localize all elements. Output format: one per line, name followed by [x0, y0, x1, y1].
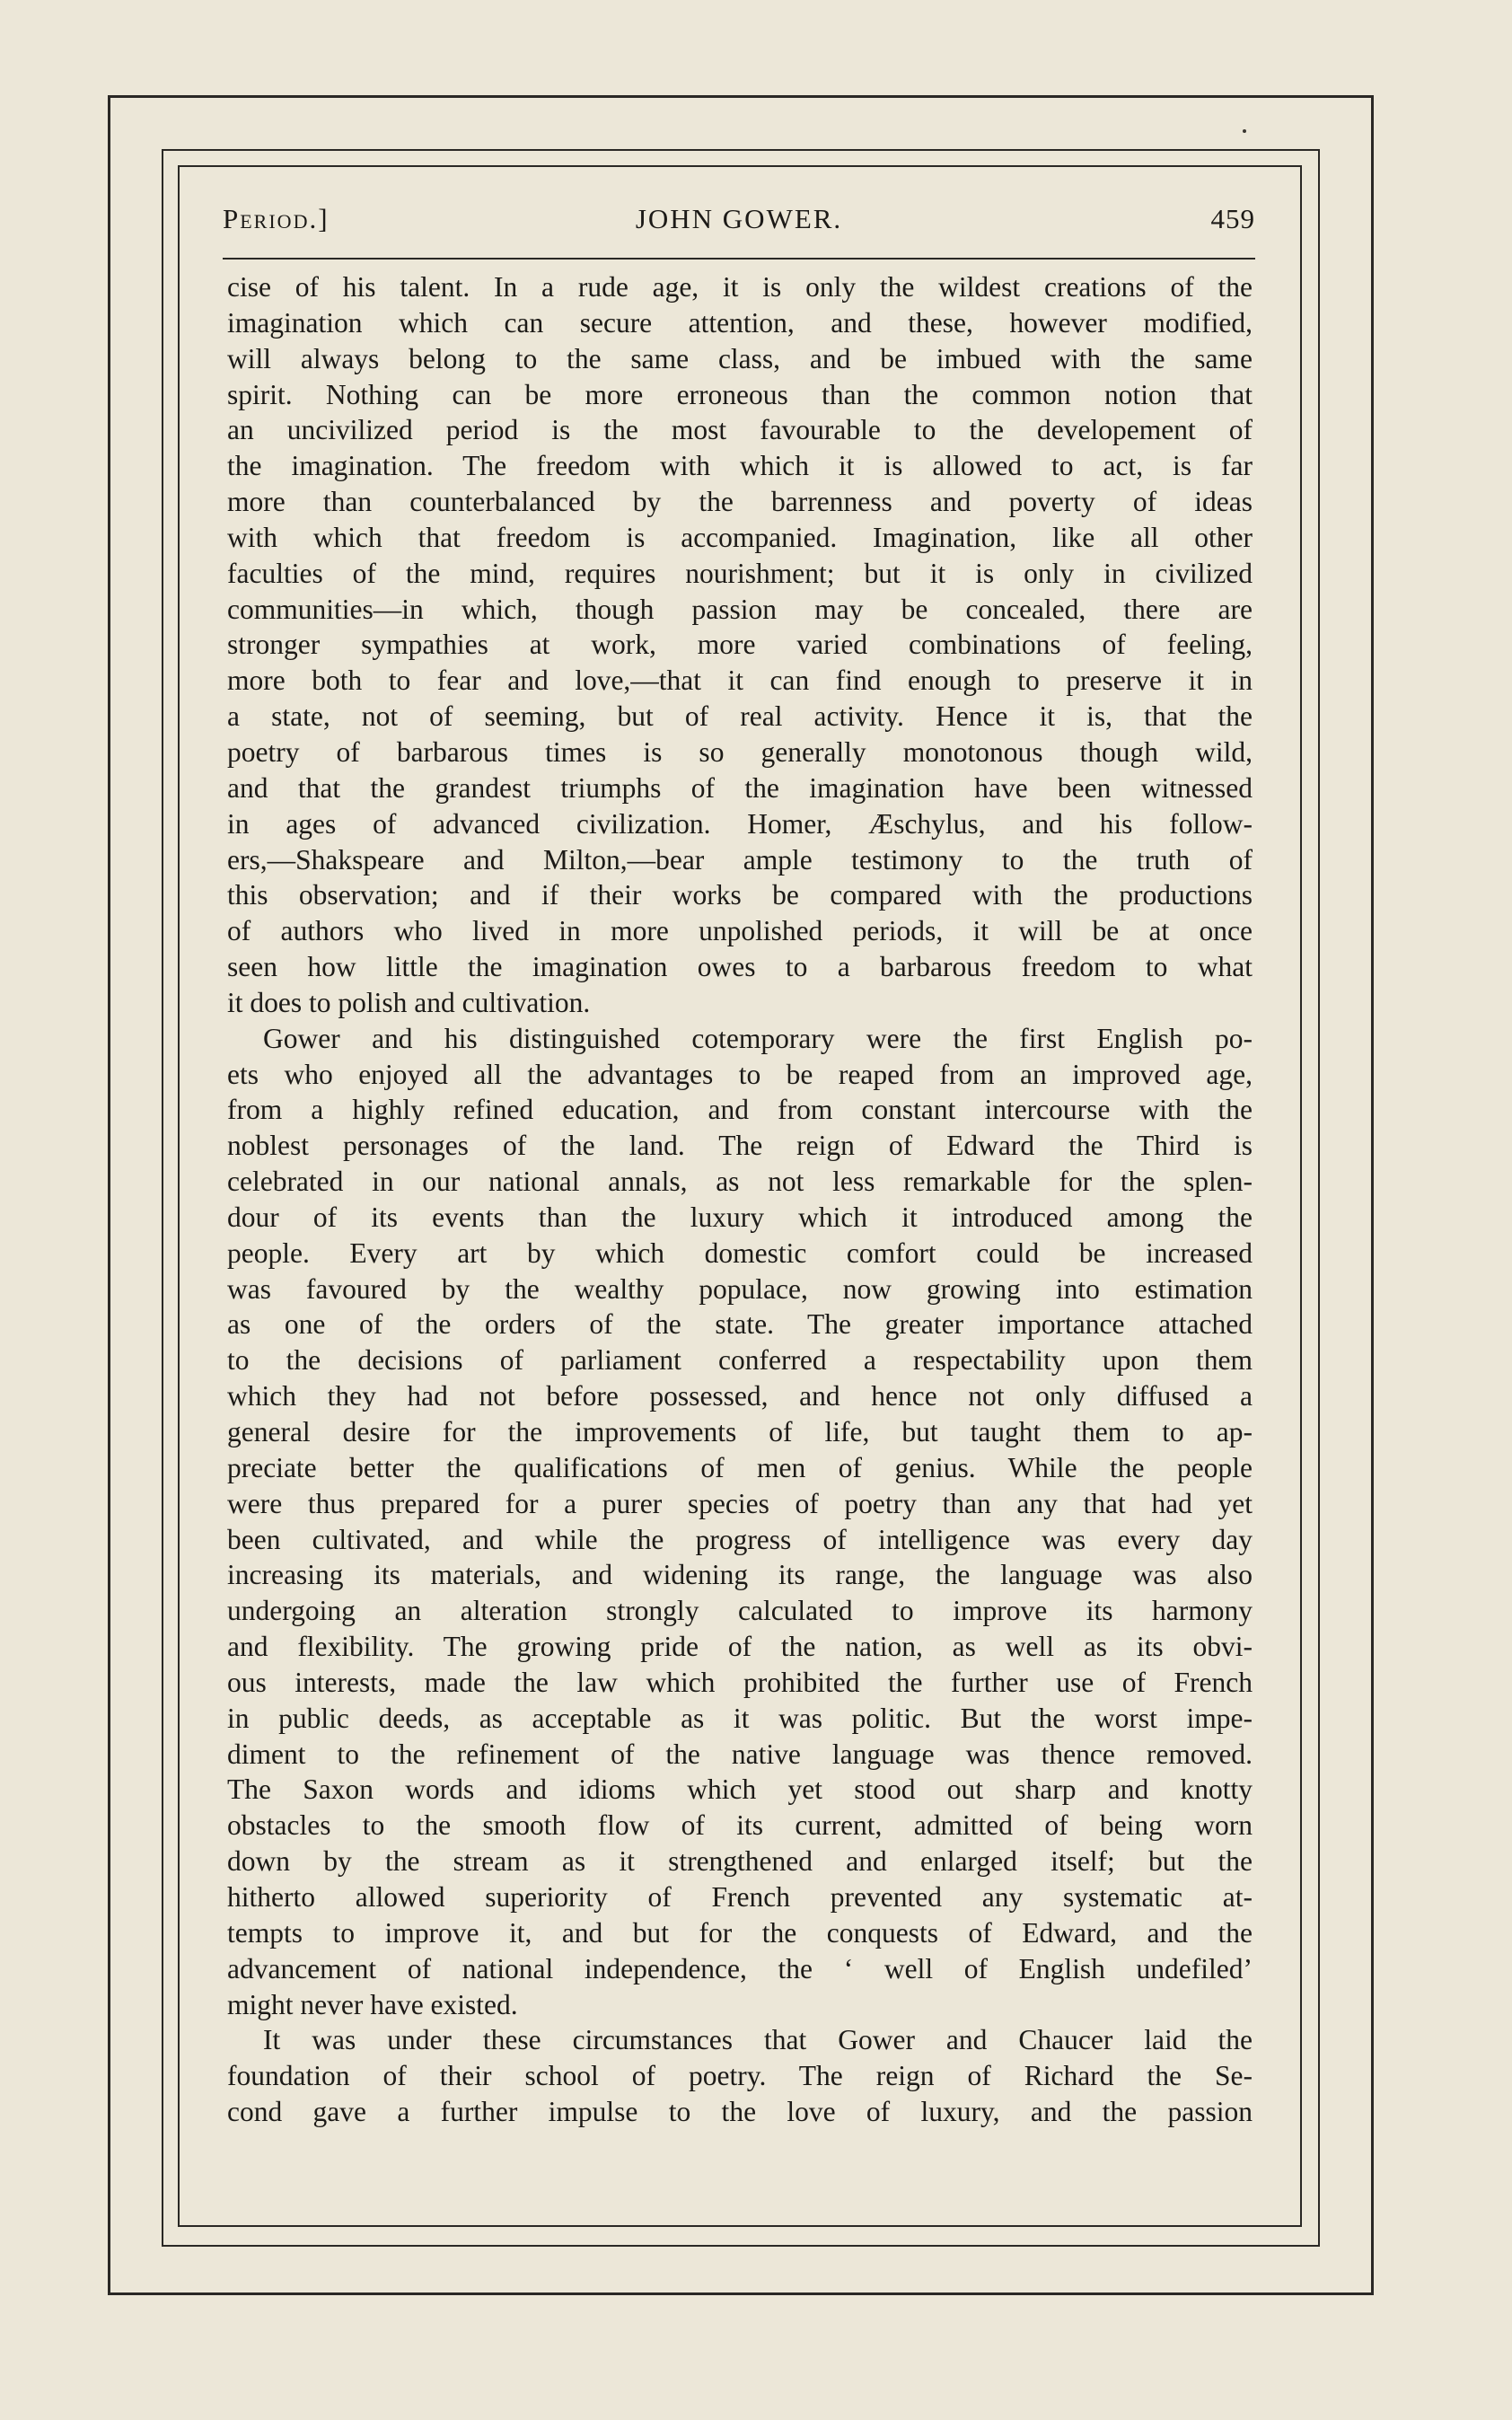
middle-frame-top — [162, 149, 1320, 151]
text-line: cise of his talent. In a rude age, it is only the wildest creations of the — [227, 271, 1253, 303]
page-number: 459 — [1210, 203, 1255, 234]
text-line: faculties of the mind, requires nourishment; but it is only in civilized — [227, 557, 1253, 589]
text-line: an uncivilized period is the most favourable to the developement of — [227, 414, 1253, 446]
text-line: which they had not before possessed, and hence not only diffused a — [227, 1380, 1253, 1412]
text-line: ets who enjoyed all the advantages to be reaped from an improved age, — [227, 1058, 1253, 1090]
outer-frame-bottom — [108, 2292, 1374, 2295]
text-line: more both to fear and love,—that it can find enough to preserve it in — [227, 664, 1253, 697]
text-line: preciate better the qualifications of men of genius. While the people — [227, 1451, 1253, 1483]
text-line: It was under these circumstances that Gower and Chaucer laid the — [263, 2024, 1253, 2056]
middle-frame-left — [162, 149, 163, 2247]
text-line: of authors who lived in more unpolished periods, it will be at once — [227, 915, 1253, 947]
text-line: obstacles to the smooth flow of its current, admitted of being worn — [227, 1809, 1253, 1842]
text-line: in public deeds, as acceptable as it was politic. But the worst impe- — [227, 1702, 1253, 1734]
ink-speck — [1243, 129, 1246, 133]
text-line: seen how little the imagination owes to a barbarous freedom to what — [227, 951, 1253, 983]
text-line: might never have existed. — [227, 1988, 518, 2020]
text-line: hitherto allowed superiority of French prevented any systematic at- — [227, 1880, 1253, 1913]
text-line: people. Every art by which domestic comfort could be increased — [227, 1236, 1253, 1269]
outer-frame-top — [108, 95, 1374, 98]
inner-frame-left — [178, 165, 180, 2227]
text-line: in ages of advanced civilization. Homer, Æschylus, and his follow- — [227, 807, 1253, 840]
middle-frame-bottom — [162, 2245, 1320, 2247]
text-line: from a highly refined education, and from constant intercourse with the — [227, 1094, 1253, 1126]
text-line: advancement of national independence, the ‘ well of English undefiled’ — [227, 1952, 1253, 1984]
text-line: and flexibility. The growing pride of the nation, as well as its obvi- — [227, 1631, 1253, 1663]
text-line: tempts to improve it, and but for the conquests of Edward, and the — [227, 1916, 1253, 1949]
text-line: was favoured by the wealthy populace, now growing into estimation — [227, 1272, 1253, 1305]
text-line: general desire for the improvements of life, but taught them to ap- — [227, 1416, 1253, 1448]
text-line: were thus prepared for a purer species of poetry than any that had yet — [227, 1487, 1253, 1519]
text-line: down by the stream as it strengthened and enlarged itself; but the — [227, 1845, 1253, 1878]
text-line: celebrated in our national annals, as not less remarkable for the splen- — [227, 1166, 1253, 1198]
text-line: Gower and his distinguished cotemporary were the first English po- — [263, 1022, 1253, 1054]
text-line: and that the grandest triumphs of the imagination have been witnessed — [227, 771, 1253, 804]
text-line: it does to polish and cultivation. — [227, 986, 591, 1018]
text-line: poetry of barbarous times is so generally monotonous though wild, — [227, 735, 1253, 768]
text-line: cond gave a further impulse to the love of luxury, and the passion — [227, 2096, 1253, 2128]
inner-frame-right — [1300, 165, 1302, 2227]
text-line: stronger sympathies at work, more varied combinations of feeling, — [227, 629, 1253, 661]
body-text — [227, 269, 1253, 2130]
text-line: ers,—Shakspeare and Milton,—bear ample testimony to the truth of — [227, 843, 1253, 876]
text-line: increasing its materials, and widening its range, the language was also — [227, 1559, 1253, 1591]
running-head — [223, 203, 1255, 248]
text-line: the imagination. The freedom with which it is allowed to act, is far — [227, 450, 1253, 482]
middle-frame-right — [1318, 149, 1320, 2247]
text-line: spirit. Nothing can be more erroneous than the common notion that — [227, 378, 1253, 410]
header-rule — [223, 258, 1255, 260]
text-line: ous interests, made the law which prohibited the further use of French — [227, 1666, 1253, 1698]
text-line: imagination which can secure attention, and these, however modified, — [227, 306, 1253, 339]
outer-frame-right — [1371, 95, 1374, 2295]
text-line: dour of its events than the luxury which it introduced among the — [227, 1201, 1253, 1233]
outer-frame-left — [108, 95, 110, 2295]
text-line: more than counterbalanced by the barrenness and poverty of ideas — [227, 486, 1253, 518]
text-line: The Saxon words and idioms which yet stood out sharp and knotty — [227, 1773, 1253, 1806]
text-line: foundation of their school of poetry. The reign of Richard the Se- — [227, 2060, 1253, 2092]
text-line: noblest personages of the land. The reign of Edward the Third is — [227, 1130, 1253, 1162]
text-line: undergoing an alteration strongly calculated to improve its harmony — [227, 1595, 1253, 1627]
text-line: been cultivated, and while the progress of intelligence was every day — [227, 1523, 1253, 1555]
text-line: will always belong to the same class, and be imbued with the same — [227, 342, 1253, 374]
running-head-title: JOHN GOWER. — [635, 203, 843, 234]
inner-frame-top — [178, 165, 1302, 167]
text-line: this observation; and if their works be compared with the productions — [227, 879, 1253, 911]
text-line: a state, not of seeming, but of real activity. Hence it is, that the — [227, 700, 1253, 733]
text-line: as one of the orders of the state. The greater importance attached — [227, 1308, 1253, 1341]
inner-frame-bottom — [178, 2225, 1302, 2227]
text-line: diment to the refinement of the native language was thence removed. — [227, 1738, 1253, 1770]
text-line: with which that freedom is accompanied. Imagination, like all other — [227, 521, 1253, 553]
running-head-section: Period.] — [223, 203, 330, 234]
text-line: communities—in which, though passion may be concealed, there are — [227, 593, 1253, 625]
text-line: to the decisions of parliament conferred a respectability upon them — [227, 1344, 1253, 1377]
